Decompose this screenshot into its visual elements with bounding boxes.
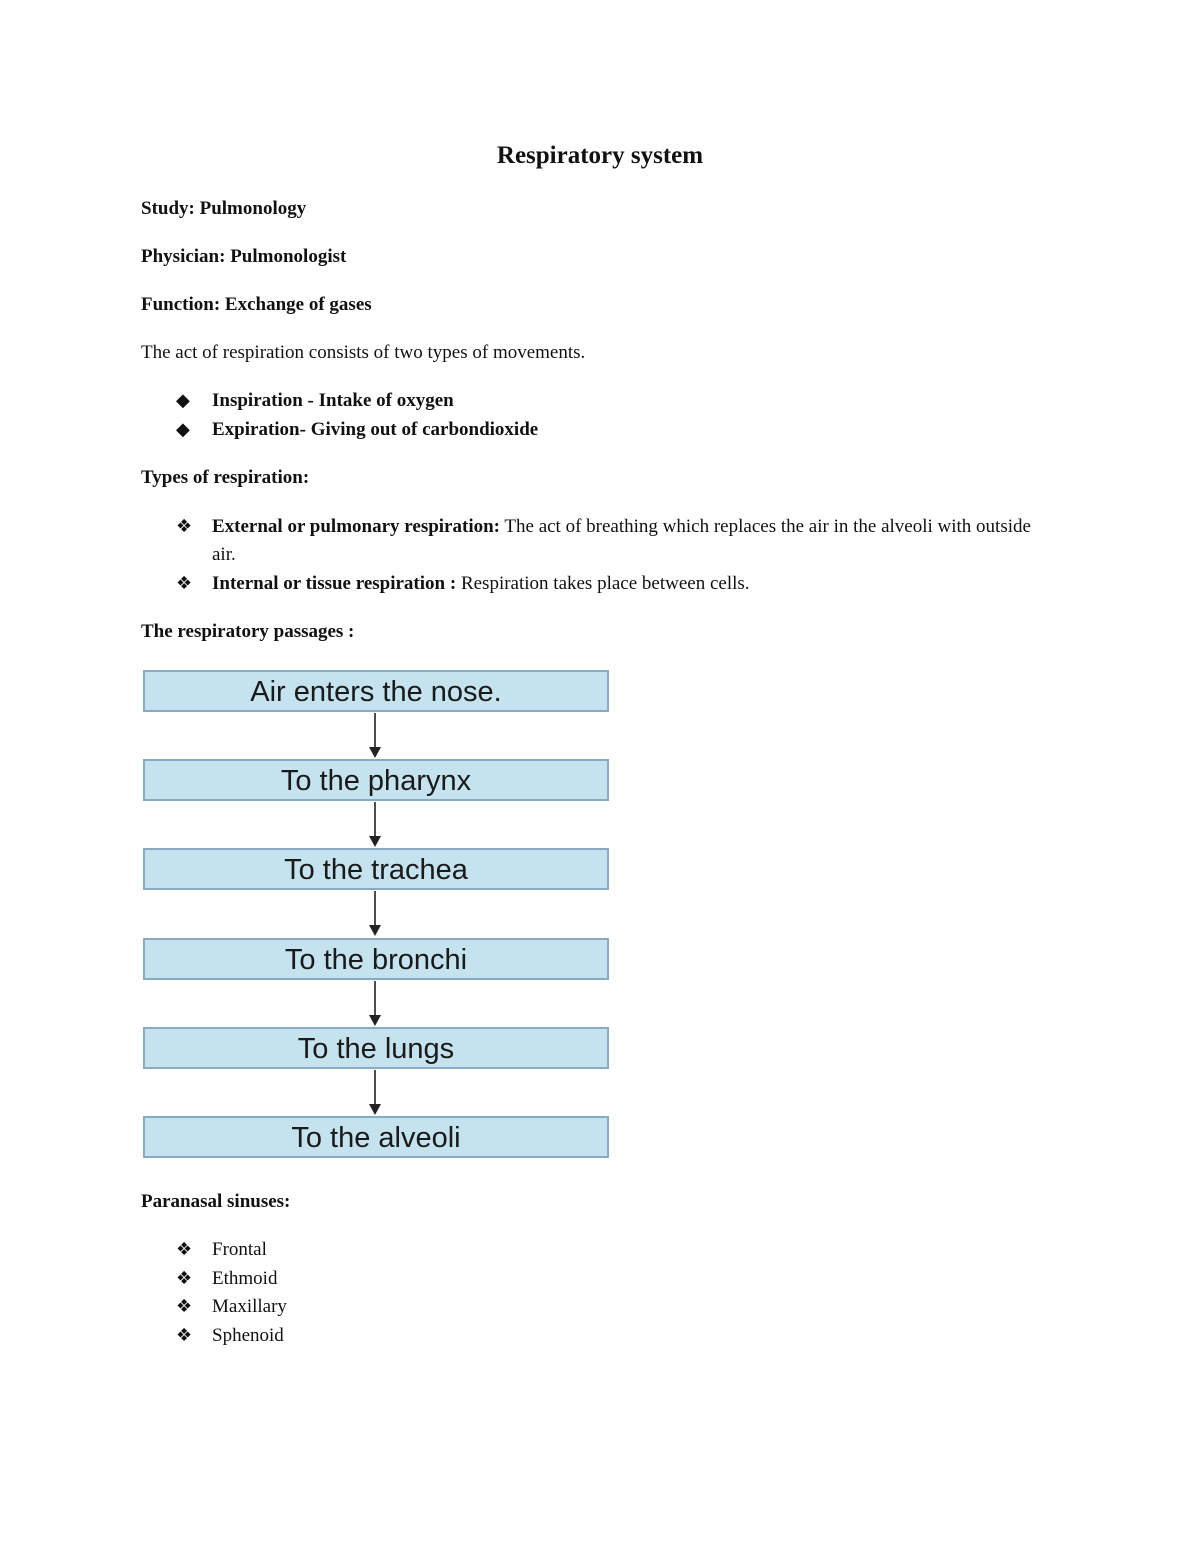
type-label: Internal or tissue respiration : bbox=[212, 573, 457, 594]
type-item-internal bbox=[176, 570, 1056, 598]
sinus-text: Ethmoid bbox=[212, 1268, 278, 1289]
four-diamond-bullet-icon: ❖ bbox=[176, 573, 193, 594]
down-arrow-icon bbox=[368, 981, 382, 1027]
movement-item-expiration bbox=[176, 419, 538, 441]
sinus-item-frontal bbox=[176, 1239, 267, 1261]
sinus-item-sphenoid bbox=[176, 1325, 284, 1347]
four-diamond-bullet-icon: ❖ bbox=[176, 1325, 193, 1346]
type-text bbox=[212, 513, 1056, 569]
down-arrow-icon bbox=[368, 891, 382, 937]
down-arrow-icon bbox=[368, 802, 382, 848]
movement-text: Inspiration - Intake of oxygen bbox=[212, 390, 454, 411]
page-title: Respiratory system bbox=[496, 142, 704, 169]
four-diamond-bullet-icon: ❖ bbox=[176, 1268, 193, 1289]
down-arrow-icon bbox=[368, 713, 382, 759]
flow-step-trachea: To the trachea bbox=[143, 848, 609, 890]
movement-text: Expiration- Giving out of carbondioxide bbox=[212, 419, 539, 440]
sinus-item-maxillary bbox=[176, 1296, 287, 1318]
type-description: The act of breathing which replaces the air in the alveoli with outside air. bbox=[212, 516, 1031, 565]
diamond-bullet-icon: ◆ bbox=[176, 390, 190, 411]
physician-line: Physician: Pulmonologist bbox=[141, 246, 347, 267]
four-diamond-bullet-icon: ❖ bbox=[176, 1296, 193, 1317]
type-text bbox=[212, 570, 1056, 598]
flow-step-bronchi: To the bronchi bbox=[143, 938, 609, 980]
function-line: Function: Exchange of gases bbox=[141, 294, 372, 315]
flow-step-nose: Air enters the nose. bbox=[143, 670, 609, 712]
flow-step-pharynx: To the pharynx bbox=[143, 759, 609, 801]
intro-line: The act of respiration consists of two types of movements. bbox=[141, 342, 586, 363]
passages-heading: The respiratory passages : bbox=[141, 621, 355, 642]
study-line: Study: Pulmonology bbox=[141, 198, 307, 219]
four-diamond-bullet-icon: ❖ bbox=[176, 1239, 193, 1260]
down-arrow-icon bbox=[368, 1070, 382, 1116]
sinus-item-ethmoid bbox=[176, 1268, 277, 1290]
sinus-text: Maxillary bbox=[212, 1296, 287, 1317]
movement-item-inspiration bbox=[176, 390, 454, 412]
type-label: External or pulmonary respiration: bbox=[212, 516, 500, 537]
sinus-text: Frontal bbox=[212, 1239, 267, 1260]
four-diamond-bullet-icon: ❖ bbox=[176, 516, 193, 537]
type-description: Respiration takes place between cells. bbox=[456, 573, 750, 594]
flow-step-lungs: To the lungs bbox=[143, 1027, 609, 1069]
sinuses-heading: Paranasal sinuses: bbox=[141, 1191, 291, 1212]
flow-step-alveoli: To the alveoli bbox=[143, 1116, 609, 1158]
diamond-bullet-icon: ◆ bbox=[176, 419, 190, 440]
types-heading: Types of respiration: bbox=[141, 467, 310, 488]
sinus-text: Sphenoid bbox=[212, 1325, 284, 1346]
type-item-external bbox=[176, 513, 1056, 569]
